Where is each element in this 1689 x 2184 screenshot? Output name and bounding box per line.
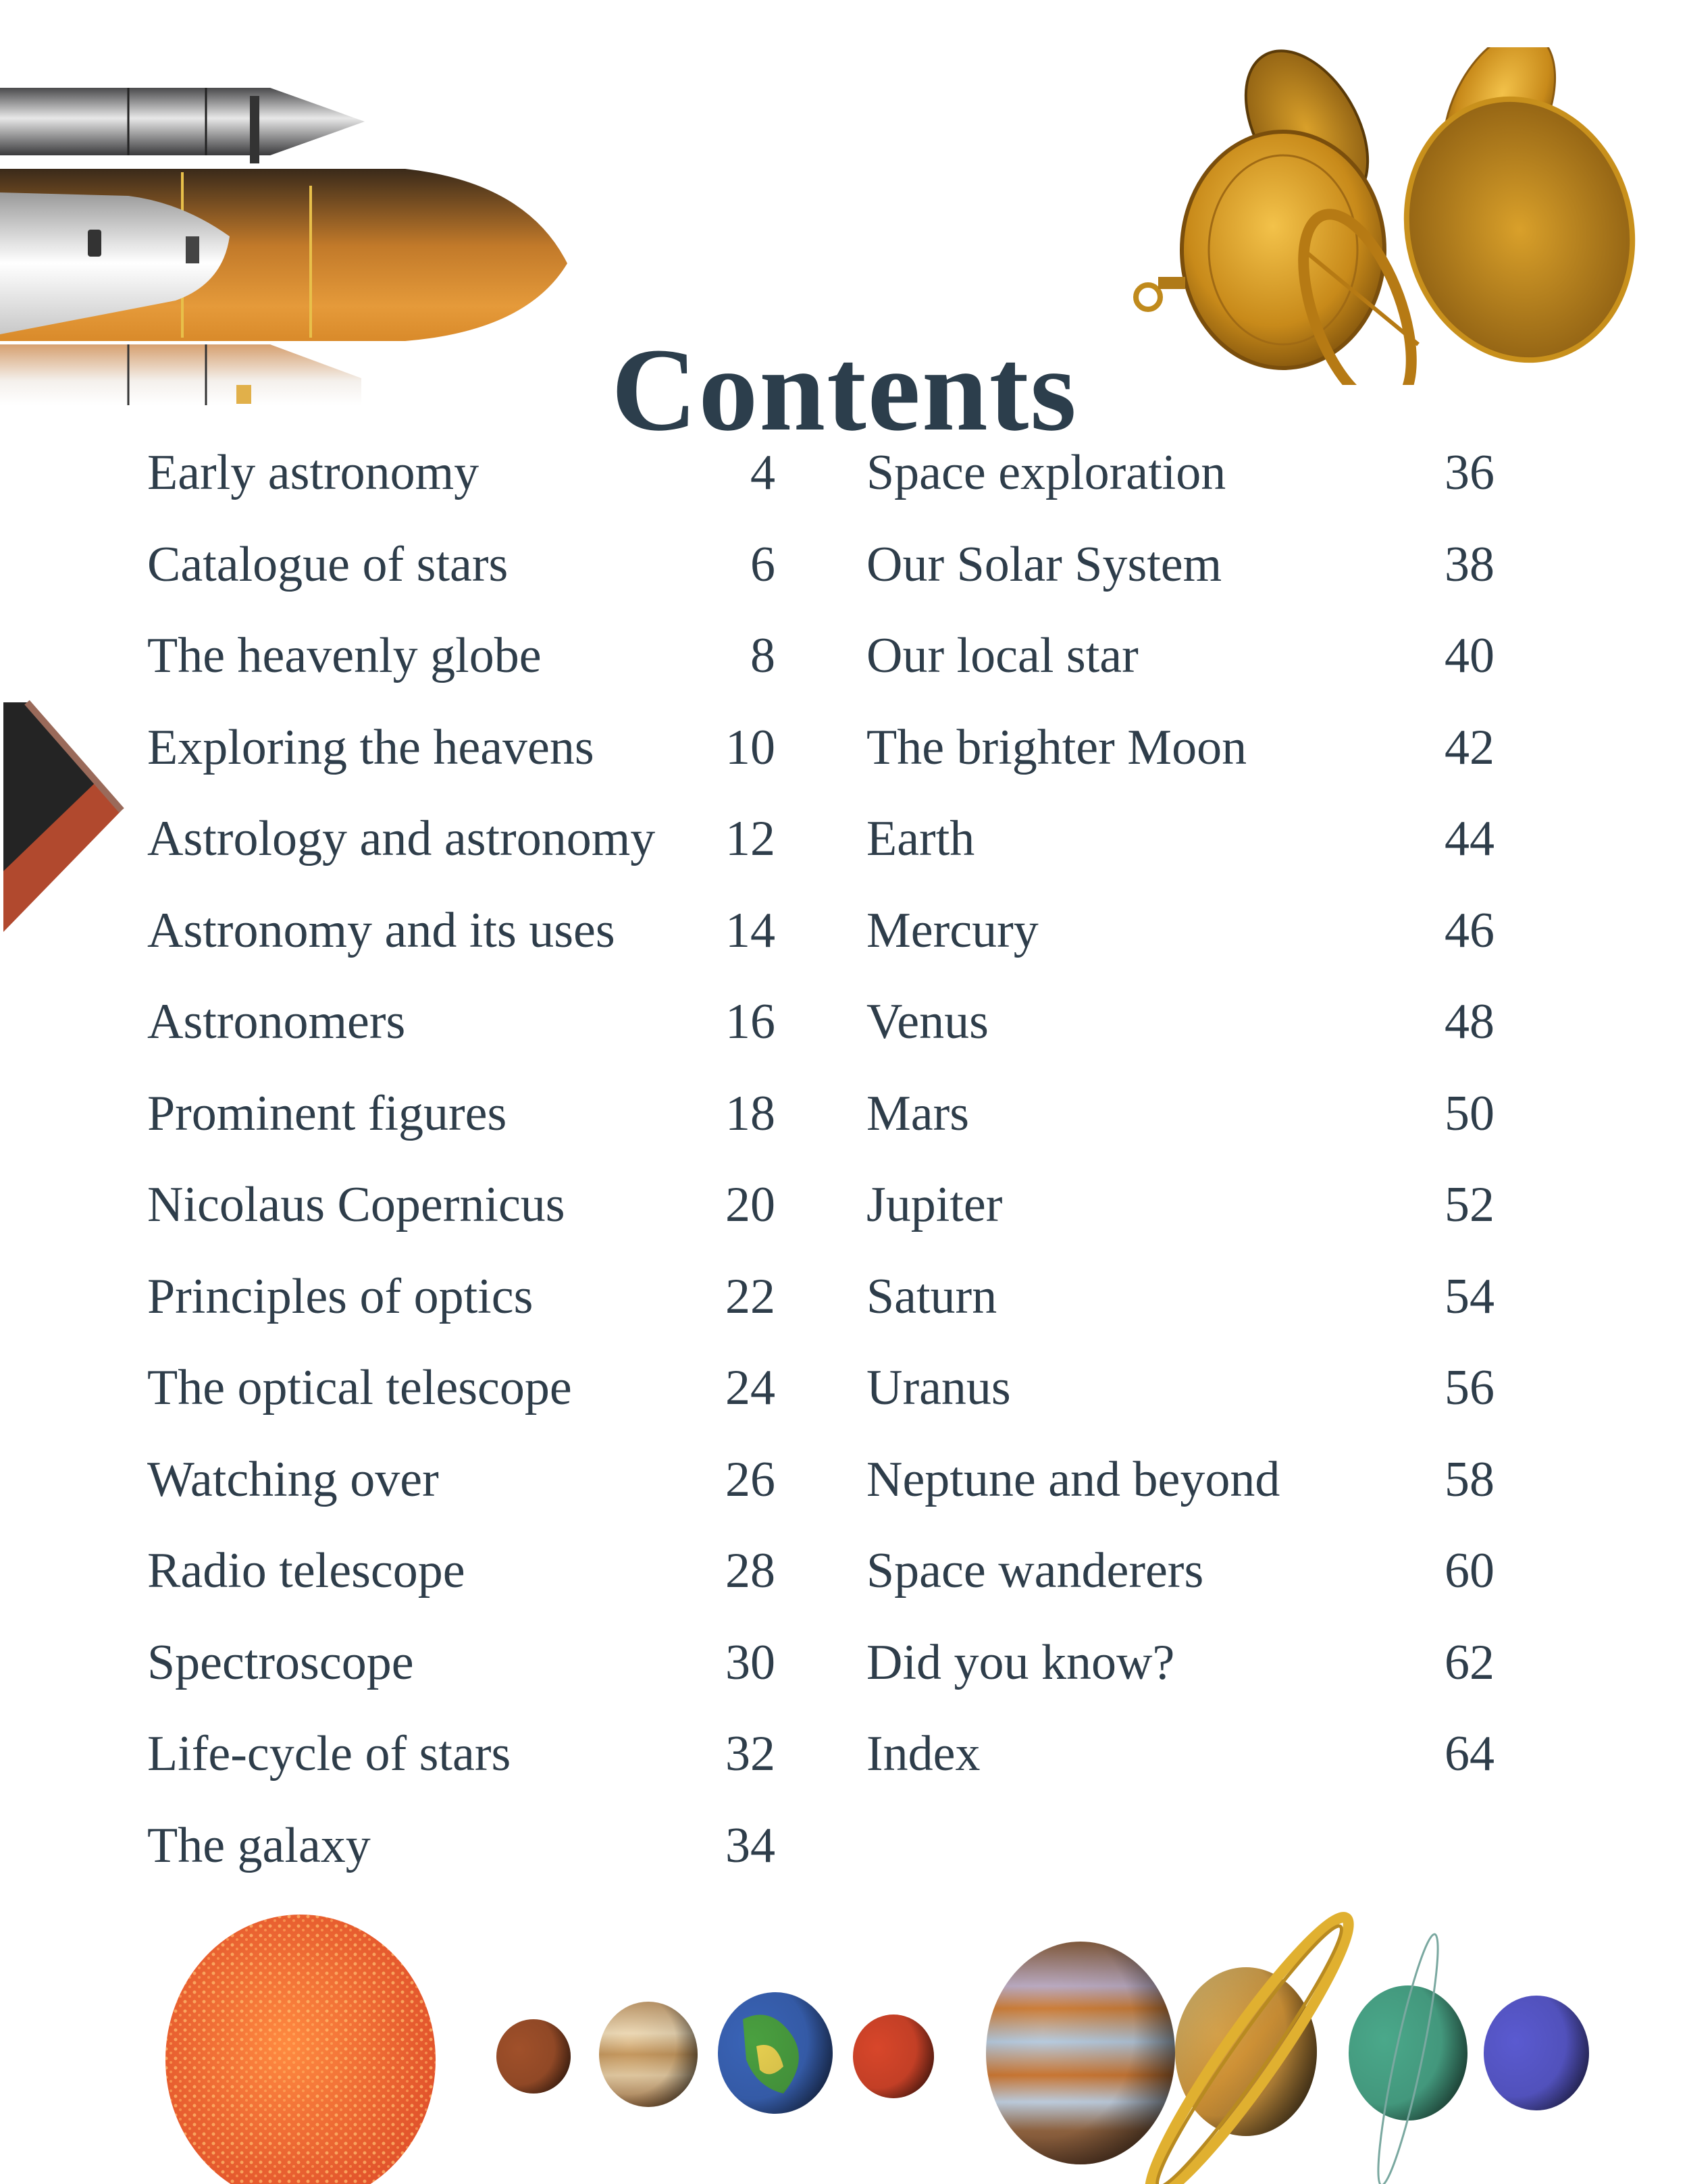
toc-entry-page: 26	[725, 1451, 775, 1507]
toc-entry[interactable]	[147, 1354, 775, 1446]
toc-entry-page: 44	[1445, 811, 1495, 866]
toc-entry-page: 8	[750, 628, 775, 683]
toc-entry-page: 48	[1445, 994, 1495, 1049]
toc-entry-label: Prominent figures	[147, 1085, 507, 1141]
toc-entry-label: Neptune and beyond	[866, 1451, 1280, 1507]
toc-entry-page: 52	[1445, 1177, 1495, 1232]
toc-entry-label: Nicolaus Copernicus	[147, 1177, 565, 1232]
toc-entry-label: Mars	[866, 1085, 970, 1141]
toc-entry-label: Venus	[866, 994, 989, 1049]
toc-entry-page: 20	[725, 1177, 775, 1232]
toc-entry-page: 32	[725, 1726, 775, 1782]
toc-entry[interactable]	[147, 1446, 775, 1538]
toc-entry-page: 14	[725, 902, 775, 958]
toc-entry-page: 36	[1445, 445, 1495, 500]
toc-entry[interactable]	[147, 1720, 775, 1812]
wooden-box-edge-illustration	[0, 675, 128, 945]
toc-left-column	[147, 439, 775, 1903]
toc-entry-page: 42	[1445, 719, 1495, 775]
toc-entry[interactable]	[147, 531, 775, 623]
toc-entry-page: 34	[725, 1817, 775, 1873]
toc-entry-page: 16	[725, 994, 775, 1049]
toc-entry-label: Astronomers	[147, 994, 406, 1049]
toc-entry-page: 64	[1445, 1726, 1495, 1782]
toc-entry-label: Catalogue of stars	[147, 536, 509, 592]
toc-entry[interactable]	[866, 988, 1495, 1080]
toc-entry[interactable]	[147, 1263, 775, 1355]
toc-entry[interactable]	[866, 1537, 1495, 1629]
toc-entry-label: Index	[866, 1726, 981, 1782]
toc-entry-label: Saturn	[866, 1268, 997, 1324]
toc-entry-page: 60	[1445, 1543, 1495, 1598]
toc-entry[interactable]	[866, 531, 1495, 623]
toc-entry[interactable]	[147, 439, 775, 531]
toc-entry[interactable]	[147, 805, 775, 897]
toc-entry[interactable]	[147, 897, 775, 989]
toc-entry[interactable]	[147, 714, 775, 806]
toc-entry[interactable]	[147, 622, 775, 714]
toc-entry[interactable]	[147, 1812, 775, 1904]
toc-entry-page: 10	[725, 719, 775, 775]
toc-entry[interactable]	[866, 1171, 1495, 1263]
toc-entry-label: Jupiter	[866, 1177, 1003, 1232]
toc-right-column	[866, 439, 1495, 1812]
toc-entry-page: 24	[725, 1360, 775, 1415]
toc-entry-label: Watching over	[147, 1451, 439, 1507]
toc-entry-label: Our Solar System	[866, 536, 1222, 592]
toc-entry-page: 30	[725, 1634, 775, 1690]
toc-entry-label: Early astronomy	[147, 445, 479, 500]
page-title: Contents	[611, 323, 1078, 456]
toc-entry-label: Mercury	[866, 902, 1039, 958]
solar-system-illustration	[135, 1904, 1621, 2184]
toc-entry[interactable]	[866, 805, 1495, 897]
toc-entry[interactable]	[866, 1080, 1495, 1172]
toc-entry-page: 50	[1445, 1085, 1495, 1141]
toc-entry-label: Uranus	[866, 1360, 1011, 1415]
toc-entry-page: 58	[1445, 1451, 1495, 1507]
toc-entry-page: 4	[750, 445, 775, 500]
toc-entry-page: 46	[1445, 902, 1495, 958]
toc-entry[interactable]	[866, 1446, 1495, 1538]
toc-entry[interactable]	[866, 622, 1495, 714]
toc-entry-label: Astronomy and its uses	[147, 902, 615, 958]
toc-entry-label: Did you know?	[866, 1634, 1175, 1690]
toc-entry[interactable]	[147, 1537, 775, 1629]
toc-entry[interactable]	[866, 1354, 1495, 1446]
toc-entry-label: Space exploration	[866, 445, 1226, 500]
toc-entry-page: 38	[1445, 536, 1495, 592]
toc-entry-page: 22	[725, 1268, 775, 1324]
toc-entry-label: Space wanderers	[866, 1543, 1204, 1598]
toc-entry[interactable]	[866, 1720, 1495, 1812]
toc-entry-page: 6	[750, 536, 775, 592]
toc-entry-page: 18	[725, 1085, 775, 1141]
toc-entry-page: 12	[725, 811, 775, 866]
toc-entry-page: 56	[1445, 1360, 1495, 1415]
toc-entry-label: Earth	[866, 811, 975, 866]
toc-entry[interactable]	[866, 439, 1495, 531]
toc-entry[interactable]	[866, 714, 1495, 806]
toc-entry-page: 40	[1445, 628, 1495, 683]
toc-entry-label: The galaxy	[147, 1817, 371, 1873]
toc-entry-label: Exploring the heavens	[147, 719, 594, 775]
toc-entry[interactable]	[866, 1263, 1495, 1355]
toc-entry[interactable]	[866, 897, 1495, 989]
toc-entry[interactable]	[147, 1629, 775, 1721]
toc-entry-page: 62	[1445, 1634, 1495, 1690]
toc-entry-label: Spectroscope	[147, 1634, 414, 1690]
toc-entry-label: Astrology and astronomy	[147, 811, 656, 866]
toc-entry-label: Radio telescope	[147, 1543, 465, 1598]
toc-entry[interactable]	[147, 1080, 775, 1172]
toc-entry-label: The optical telescope	[147, 1360, 572, 1415]
toc-entry-page: 28	[725, 1543, 775, 1598]
toc-entry[interactable]	[147, 1171, 775, 1263]
toc-entry-page: 54	[1445, 1268, 1495, 1324]
toc-entry[interactable]	[866, 1629, 1495, 1721]
toc-entry-label: The brighter Moon	[866, 719, 1247, 775]
toc-entry-label: Principles of optics	[147, 1268, 534, 1324]
toc-entry-label: Our local star	[866, 628, 1139, 683]
toc-entry-label: Life-cycle of stars	[147, 1726, 511, 1782]
toc-entry-label: The heavenly globe	[147, 628, 542, 683]
toc-entry[interactable]	[147, 988, 775, 1080]
